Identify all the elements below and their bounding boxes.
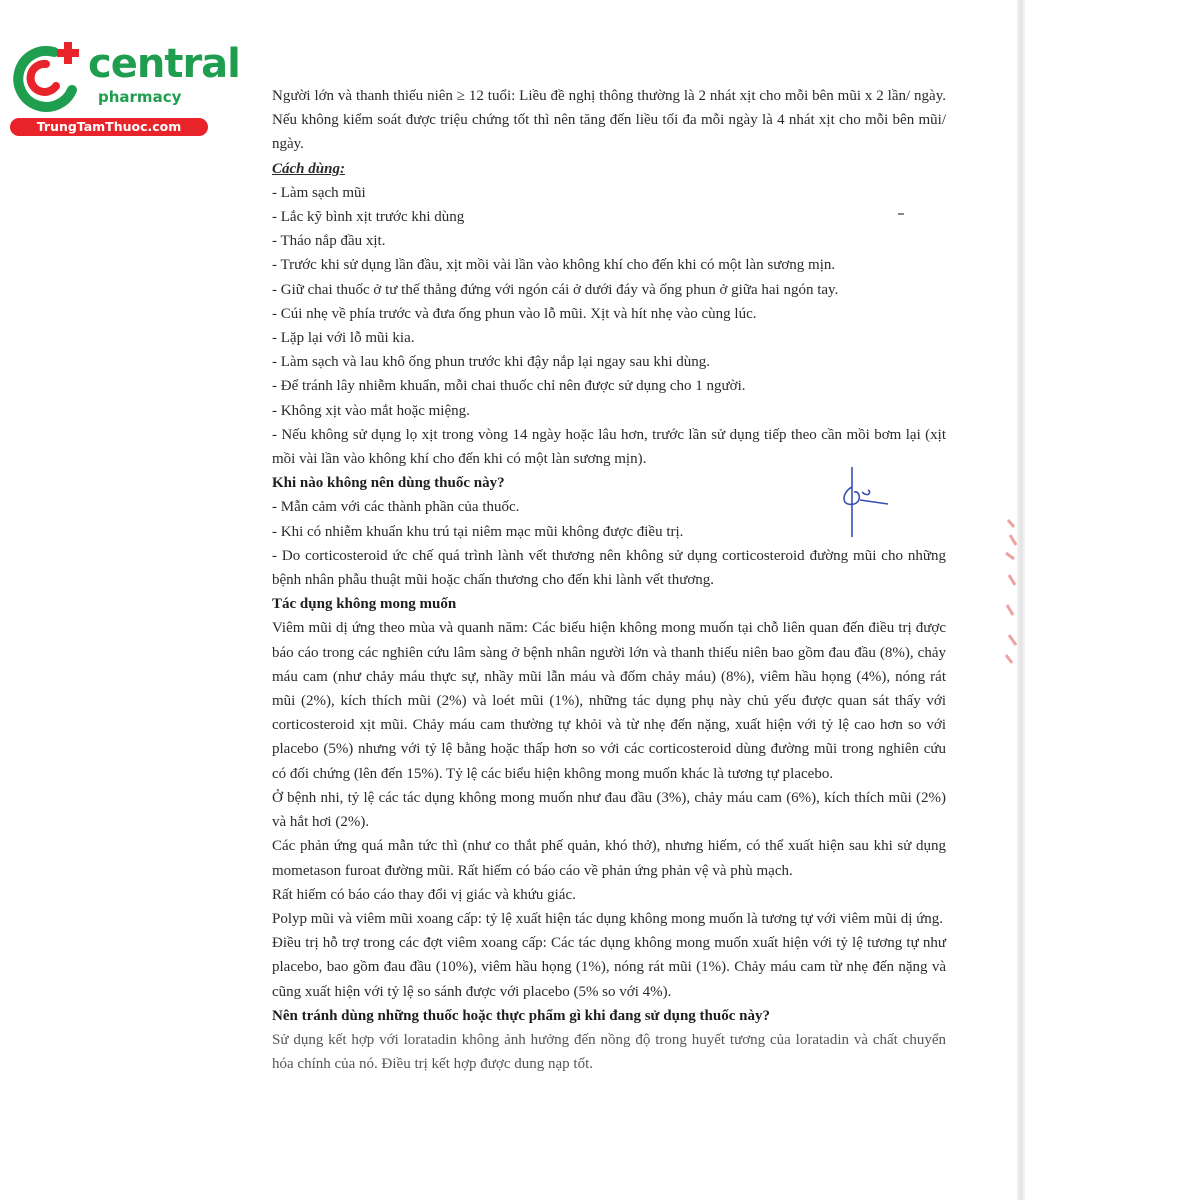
logo-sub-text: pharmacy — [98, 88, 182, 106]
side-effects-paragraph: Ở bệnh nhi, tỷ lệ các tác dụng không mong muốn như đau đầu (3%), chảy máu cam (6%), kích thích mũi (2%) và hắt hơi (2%). — [272, 789, 946, 831]
red-stamp-fragment — [1000, 515, 1022, 665]
contraindication-heading: Khi nào không nên dùng thuốc này? — [272, 475, 505, 492]
list-item: - Để tránh lây nhiễm khuẩn, mỗi chai thuốc chỉ nên được sử dụng cho 1 người. — [272, 378, 746, 395]
logo-brand-text: central — [88, 41, 240, 87]
central-pharmacy-logo[interactable] — [10, 38, 240, 138]
interaction-paragraph: Sử dụng kết hợp với loratadin không ảnh hưởng đến nồng độ trong huyết tương của loratadin và chất chuyển hóa chính của nó. Điều trị kết hợp được dung nạp tốt. — [272, 1031, 946, 1073]
page-margin — [1025, 0, 1200, 1200]
document-body — [272, 84, 946, 1076]
side-effects-heading: Tác dụng không mong muốn — [272, 596, 457, 613]
usage-heading: Cách dùng: — [272, 160, 345, 177]
list-item: - Khi có nhiễm khuẩn khu trú tại niêm mạc mũi không được điều trị. — [272, 523, 684, 540]
list-item: - Trước khi sử dụng lần đầu, xịt mồi vài lần vào không khí cho đến khi có một làn sương mịn. — [272, 257, 836, 274]
list-item: - Tháo nắp đầu xịt. — [272, 233, 386, 250]
list-item: - Làm sạch mũi — [272, 184, 366, 201]
list-item: - Làm sạch và lau khô ống phun trước khi đậy nắp lại ngay sau khi dùng. — [272, 354, 711, 371]
list-item: - Nếu không sử dụng lọ xịt trong vòng 14 ngày hoặc lâu hơn, trước lần sử dụng tiếp theo cần mồi bơm lại (xịt mồi vài lần vào không khí cho đến khi có một làn sương mịn). — [272, 426, 946, 468]
side-effects-paragraph: Polyp mũi và viêm mũi xoang cấp: tỷ lệ xuất hiện tác dụng không mong muốn là tương tự với viêm mũi dị ứng. — [272, 910, 944, 927]
dose-paragraph: Người lớn và thanh thiếu niên ≥ 12 tuổi: Liều đề nghị thông thường là 2 nhát xịt cho mỗi bên mũi x 2 lần/ ngày. Nếu không kiểm soát được triệu chứng tốt thì nên tăng đến liều tối đa mỗi ngày là 4 nhát xịt cho mỗi bên mũi/ ngày. — [272, 88, 946, 153]
list-item: - Mẫn cảm với các thành phần của thuốc. — [272, 499, 520, 516]
side-effects-paragraph: Viêm mũi dị ứng theo mùa và quanh năm: Các biểu hiện không mong muốn tại chỗ liên quan đến điều trị được báo cáo trong các nghiên cứu lâm sàng ở bệnh nhân người lớn và thanh thiếu niên bao gồm đau đầu (8%), chảy máu cam (như chảy máu thực sự, nhầy mũi lẫn máu và đốm chảy máu) (8%), viêm hầu họng (4%), nóng rát mũi (2%), kích thích mũi (2%) và loét mũi (1%), những tác dụng phụ này chủ yếu được quan sát thấy với corticosteroid xịt mũi. Chảy máu cam thường tự khỏi và từ nhẹ đến nặng, xuất hiện với tỷ lệ cao hơn so với placebo (5%) nhưng với tỷ lệ bằng hoặc thấp hơn so với các corticosteroid dùng đường mũi trong nghiên cứu có đối chứng (lên đến 15%). Tỷ lệ các biểu hiện không mong muốn khác là tương tự placebo. — [272, 620, 946, 782]
list-item: - Lặp lại với lỗ mũi kia. — [272, 330, 415, 347]
list-item: - Không xịt vào mắt hoặc miệng. — [272, 402, 470, 419]
list-item: - Giữ chai thuốc ở tư thế thẳng đứng với ngón cái ở dưới đáy và ống phun ở giữa hai ngón tay. — [272, 281, 839, 298]
pharmacy-cross-icon — [10, 38, 90, 118]
logo-site-url[interactable]: TrungTamThuoc.com — [10, 118, 208, 136]
list-item: - Cúi nhẹ về phía trước và đưa ống phun vào lỗ mũi. Xịt và hít nhẹ vào cùng lúc. — [272, 305, 757, 322]
side-effects-paragraph: Điều trị hỗ trợ trong các đợt viêm xoang cấp: Các tác dụng không mong muốn xuất hiện với tỷ lệ tương tự như placebo, bao gồm đau đầu (10%), viêm hầu họng (1%), nóng rát mũi (1%). Chảy máu cam từ nhẹ đến nặng và cũng xuất hiện với tỷ lệ so sánh được với placebo (5% so với 4%). — [272, 935, 946, 1000]
list-item: - Lắc kỹ bình xịt trước khi dùng — [272, 209, 465, 226]
interaction-heading: Nên tránh dùng những thuốc hoặc thực phẩm gì khi đang sử dụng thuốc này? — [272, 1007, 770, 1024]
side-effects-paragraph: Rất hiếm có báo cáo thay đổi vị giác và khứu giác. — [272, 886, 576, 903]
list-item: - Do corticosteroid ức chế quá trình lành vết thương nên không sử dụng corticosteroid đường mũi cho những bệnh nhân phẫu thuật mũi hoặc chấn thương cho đến khi lành vết thương. — [272, 547, 946, 589]
side-effects-paragraph: Các phản ứng quá mẫn tức thì (như co thắt phế quản, khó thở), nhưng hiếm, có thể xuất hiện sau khi sử dụng mometason furoat đường mũi. Rất hiếm có báo cáo về phản ứng phản vệ và phù mạch. — [272, 838, 946, 879]
